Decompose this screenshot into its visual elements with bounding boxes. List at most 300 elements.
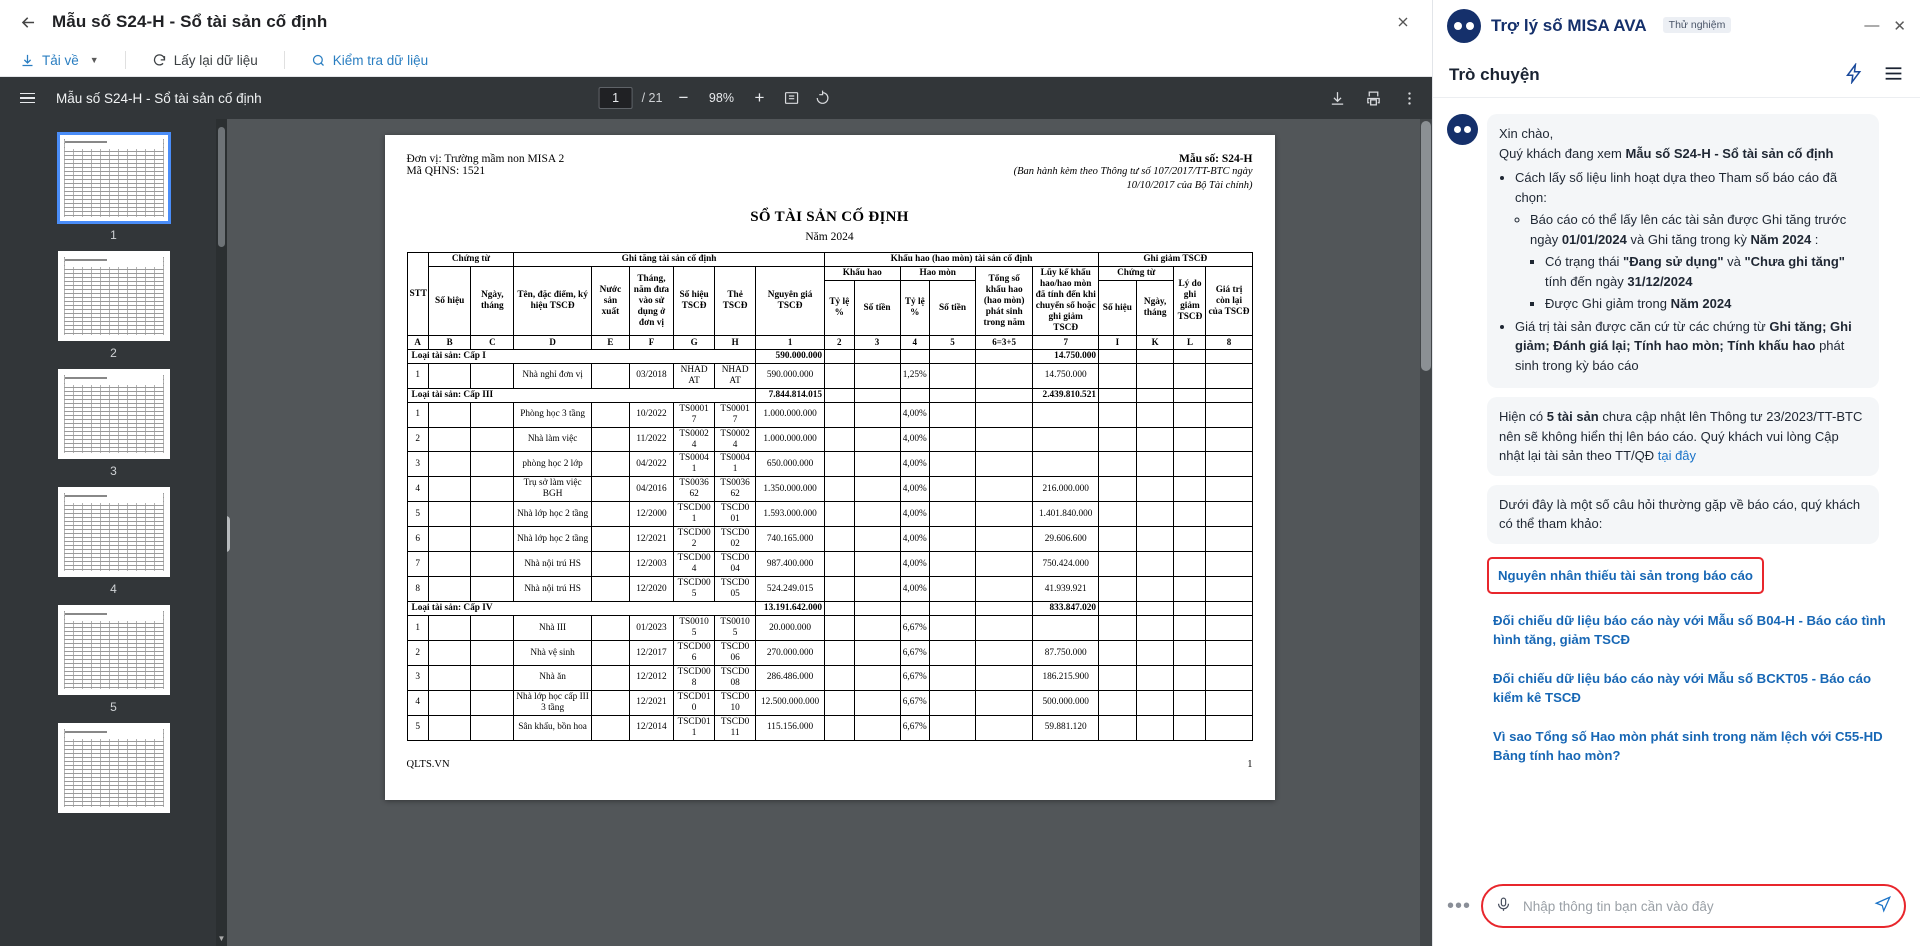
cell-the-tscd: TSCD0 01 [715,502,756,527]
cell-ngay-thang-giam [1136,665,1174,690]
cell-nguyen-gia: 20.000.000 [756,616,825,641]
thumbnail-item[interactable] [0,251,227,360]
cell-ty-le-kh [825,616,855,641]
document-header [407,153,1253,193]
cell-so-tien-kh [854,402,900,427]
cell-stt: 1 [407,616,428,641]
cell-luy-ke: 29.606.600 [1033,527,1099,552]
viewer-body [0,119,1432,946]
new-chat-icon[interactable] [1844,63,1865,87]
cell-so-hieu-tscd: TS0001 7 [674,402,715,427]
assistant-panel [1432,0,1920,946]
cell-so-hieu-giam [1099,577,1137,602]
cell-so-hieu [428,402,471,427]
table-row [407,552,1252,577]
cell-nuoc [592,452,630,477]
cell-ngay-thang-giam [1136,715,1174,740]
b111e: tính đến ngày [1545,273,1628,289]
cell-ngay-thang-giam [1136,616,1174,641]
suggestion-item-2[interactable]: Đối chiếu dữ liệu báo cáo này với Mẫu số B04-H - Báo cáo tình hình tăng, giảm TSCĐ [1493,612,1886,647]
chevron-down-icon[interactable]: ▼ [89,55,99,65]
table-row [407,690,1252,715]
cell-nguyen-gia: 1.350.000.000 [756,477,825,502]
greeting-text: Xin chào, [1499,126,1554,141]
cell-con-lai [1206,402,1252,427]
cell-the-tscd: TSCD0 06 [715,641,756,666]
table-row [407,665,1252,690]
cell-tong-so [975,452,1032,477]
group-cell [825,349,855,363]
document-toolbar [0,44,1432,77]
cell-ty-le-kh [825,552,855,577]
cell-nuoc [592,502,630,527]
thumbnail-page-5[interactable] [58,605,170,695]
cell-ten: Nhà nghỉ đơn vị [514,363,592,388]
group-cell [854,388,900,402]
cell-tong-so [975,363,1032,388]
cell-ly-do [1174,715,1206,740]
fit-page-icon[interactable] [780,87,802,109]
cell-ty-le-kh [825,577,855,602]
cell-the-tscd: TSCD0 11 [715,715,756,740]
thumbnail-item[interactable] [0,369,227,478]
th-tong-so-khau-hao: Tổng số khấu hao (hao mòn) phát sinh trong năm [975,267,1032,336]
check-data-button[interactable] [311,53,428,68]
minimize-icon[interactable]: — [1864,17,1880,34]
b112b: Năm 2024 [1670,296,1732,311]
column-letter-row [407,336,1252,350]
cell-ten: Nhà nội trú HS [514,577,592,602]
cell-so-hieu-giam [1099,427,1137,452]
col-letter: D [514,336,592,350]
group-cell [1174,349,1206,363]
thumbnail-number: 1 [110,228,117,242]
cell-ty-le-hm: 6,67% [900,690,930,715]
cell-luy-ke: 41.939.921 [1033,577,1099,602]
table-row [407,715,1252,740]
cell-thang-nam: 12/2014 [629,715,673,740]
cell-con-lai [1206,527,1252,552]
thumbnail-page-2[interactable] [58,251,170,341]
cell-the-tscd: NHAD AT [715,363,756,388]
assistant-message [1447,114,1906,388]
cell-so-hieu [428,363,471,388]
thumbnail-page-4[interactable] [58,487,170,577]
table-group-row [407,602,1252,616]
col-letter: 1 [756,336,825,350]
cell-con-lai [1206,552,1252,577]
scroll-down-icon[interactable]: ▼ [217,934,226,943]
cell-stt: 5 [407,502,428,527]
toolbar-divider [125,51,126,69]
pdf-toolbar [0,77,1432,119]
page-scrollbar-handle[interactable] [1421,121,1431,371]
cell-ty-le-hm: 4,00% [900,427,930,452]
thumbnail-page-6[interactable] [58,723,170,813]
cell-ty-le-kh [825,502,855,527]
cell-ngay-thang-giam [1136,363,1174,388]
cell-so-hieu [428,527,471,552]
cell-so-tien-hm [930,552,976,577]
sidebar-toggle-icon[interactable] [12,83,42,113]
group-cell [900,602,930,616]
chat-composer [1433,874,1920,946]
b2b: Ghi tăng; Ghi giảm; Đánh giá lại; Tính hao mòn; Tính khấu hao [1515,318,1852,353]
cell-ty-le-kh [825,641,855,666]
thumbnail-page-1[interactable] [58,133,170,223]
th-ten-dac-diem: Tên, đặc điểm, ký hiệu TSCĐ [514,267,592,336]
col-letter: K [1136,336,1174,350]
cell-so-hieu-tscd: TS0010 5 [674,616,715,641]
col-letter: B [428,336,471,350]
cell-con-lai [1206,452,1252,477]
th-ghi-tang: Ghi tăng tài sản cố định [514,253,825,267]
table-row [407,577,1252,602]
group-cell [825,602,855,616]
group-cell [1206,602,1252,616]
back-arrow-icon[interactable] [14,8,42,36]
group-cell [900,349,930,363]
cell-nguyen-gia: 1.000.000.000 [756,427,825,452]
table-row [407,641,1252,666]
cell-ty-le-hm: 6,67% [900,641,930,666]
b11a: Báo cáo có thể lấy lên các tài sản được Ghi tăng trước ngày [1530,212,1847,247]
cell-nuoc [592,477,630,502]
thumbnail-scrollbar-handle[interactable] [218,127,225,247]
cell-con-lai [1206,363,1252,388]
more-vertical-icon[interactable] [1398,87,1420,109]
assistant-subheader [1433,52,1920,98]
group-cell [900,388,930,402]
cell-ty-le-kh [825,363,855,388]
th-nguyen-gia: Nguyên giá TSCĐ [756,267,825,336]
cell-nuoc [592,552,630,577]
cell-ty-le-kh [825,477,855,502]
assistant-window-buttons [1864,17,1906,35]
intro-doc-name: Mẫu số S24-H - Sổ tài sản cố định [1625,145,1834,161]
thumbnail-number: 3 [110,464,117,478]
th-luy-ke: Lũy kế khấu hao/hao mòn đã tính đến khi chuyển sổ hoặc ghi giảm TSCĐ [1033,267,1099,336]
th-ty-le-hm: Tỷ lệ % [900,281,930,336]
assistant-titlebar [1433,0,1920,52]
th-nuoc-san-xuat: Nước sản xuất [592,267,630,336]
thumbnail-item[interactable] [0,133,227,242]
cell-nguyen-gia: 740.165.000 [756,527,825,552]
window-titlebar [0,0,1432,44]
zoom-out-button[interactable]: − [678,88,689,107]
cell-ty-le-hm: 4,00% [900,402,930,427]
group-cell [825,388,855,402]
cell-ngay-thang [471,502,514,527]
assistant-logo-icon [1447,9,1481,43]
table-row [407,527,1252,552]
assistant-faq-intro-bubble: Dưới đây là một số câu hỏi thường gặp về báo cáo, quý khách có thể tham khảo: [1487,485,1879,544]
cell-so-hieu-tscd: TSCD01 1 [674,715,715,740]
code-line: Mã QHNS: 1521 [406,165,486,177]
cell-the-tscd: TS0004 1 [715,452,756,477]
col-letter: 5 [930,336,976,350]
chat-thread [1433,98,1920,874]
cell-so-tien-kh [854,552,900,577]
page-scrollbar[interactable] [1420,119,1432,946]
cell-nguyen-gia: 1.593.000.000 [756,502,825,527]
cell-so-hieu [428,616,471,641]
col-letter: I [1099,336,1137,350]
thumbnail-item[interactable] [0,487,227,596]
assistant-beta-badge: Thử nghiệm [1663,17,1732,33]
cell-so-tien-kh [854,665,900,690]
group-label: Loại tài sản: Cấp III [407,388,756,402]
b112a: Được Ghi giảm trong [1545,296,1671,311]
cell-ly-do [1174,452,1206,477]
cell-so-tien-hm [930,715,976,740]
cell-so-hieu-tscd: TSCD00 1 [674,502,715,527]
cell-so-tien-hm [930,452,976,477]
table-row [407,502,1252,527]
cell-so-hieu [428,452,471,477]
cell-so-hieu-giam [1099,552,1137,577]
cell-so-hieu-giam [1099,363,1137,388]
thumbnail-item[interactable] [0,723,227,813]
more-horizontal-icon[interactable]: ••• [1447,894,1472,917]
cell-ngay-thang-giam [1136,427,1174,452]
cell-so-tien-hm [930,502,976,527]
group-cell [1136,349,1174,363]
menu-icon[interactable] [1883,63,1904,87]
cell-nuoc [592,427,630,452]
zoom-in-button[interactable]: + [754,88,765,107]
cell-tong-so [975,577,1032,602]
cell-so-tien-kh [854,577,900,602]
cell-ty-le-kh [825,665,855,690]
cell-so-tien-hm [930,665,976,690]
cell-tong-so [975,552,1032,577]
page-area [227,119,1432,946]
cell-thang-nam: 04/2016 [629,477,673,502]
th-thang-nam: Tháng, năm đưa vào sử dụng ở đơn vị [629,267,673,336]
chat-input-wrapper[interactable] [1481,884,1906,928]
cell-nuoc [592,616,630,641]
table-row [407,363,1252,388]
cell-ty-le-hm: 4,00% [900,477,930,502]
th-khau-hao-hao-mon: Khấu hao (hao mòn) tài sản cố định [825,253,1099,267]
cell-ten: Trụ sở làm việc BGH [514,477,592,502]
cell-so-hieu [428,427,471,452]
cell-ten: Nhà lớp học 2 tầng [514,502,592,527]
cell-ngay-thang-giam [1136,452,1174,477]
col-letter: 4 [900,336,930,350]
download-button-label: Tải về [42,52,79,68]
cell-so-hieu-tscd: NHAD AT [674,363,715,388]
group-cell [975,388,1032,402]
table-row [407,427,1252,452]
cell-luy-ke: 750.424.000 [1033,552,1099,577]
cell-ten: Nhà lớp học 2 tầng [514,527,592,552]
download-button[interactable] [20,53,99,68]
th-so-tien-hm: Số tiền [930,281,976,336]
cell-so-hieu-giam [1099,641,1137,666]
cell-the-tscd: TSCD0 08 [715,665,756,690]
cell-so-hieu [428,502,471,527]
cell-stt: 6 [407,527,428,552]
cell-the-tscd: TS0036 62 [715,477,756,502]
cell-stt: 2 [407,641,428,666]
cell-nuoc [592,363,630,388]
reload-data-label: Lấy lại dữ liệu [173,52,258,68]
group-luy-ke: 14.750.000 [1033,349,1099,363]
rotate-icon[interactable] [811,87,833,109]
group-cell [1136,602,1174,616]
cell-ty-le-hm: 6,67% [900,715,930,740]
cell-ty-le-kh [825,402,855,427]
footer-left: QLTS.VN [406,758,450,770]
thumbnail-page-3[interactable] [58,369,170,459]
cell-luy-ke: 186.215.900 [1033,665,1099,690]
page-title: Mẫu số S24-H - Sổ tài sản cố định [52,12,328,31]
close-icon[interactable] [1388,7,1418,37]
cell-so-hieu-tscd: TS0004 1 [674,452,715,477]
cell-thang-nam: 11/2022 [629,427,673,452]
microphone-icon[interactable] [1495,896,1512,916]
close-icon[interactable]: ✕ [1893,18,1906,35]
cell-so-tien-kh [854,427,900,452]
document-footer [407,759,1253,770]
b111f: 31/12/2024 [1627,273,1693,289]
cell-ngay-thang [471,427,514,452]
group-cell [930,349,976,363]
cell-thang-nam: 12/2021 [629,690,673,715]
th-ngay-thang: Ngày, tháng [471,267,514,336]
cell-ngay-thang [471,552,514,577]
pdf-toolbar-right [1326,87,1420,109]
issue-note: (Ban hành kèm theo Thông tư số 107/2017/TT-BTC ngày 10/10/2017 của Bộ Tài chính) [1013,166,1253,192]
cell-so-tien-hm [930,616,976,641]
cell-the-tscd: TSCD0 10 [715,690,756,715]
cell-so-hieu-giam [1099,502,1137,527]
send-icon[interactable] [1874,895,1892,918]
group-nguyen-gia: 13.191.642.000 [756,602,825,616]
cell-ten: Nhà lớp học cấp III 3 tầng [514,690,592,715]
group-cell [975,349,1032,363]
cell-nguyen-gia: 12.500.000.000 [756,690,825,715]
cell-thang-nam: 12/2017 [629,641,673,666]
th-so-hieu: Số hiệu [428,267,471,336]
cell-nguyen-gia: 115.156.000 [756,715,825,740]
cell-ngay-thang [471,452,514,477]
cell-so-tien-hm [930,577,976,602]
group-cell [854,349,900,363]
cell-the-tscd: TS0010 5 [715,616,756,641]
panel-resize-handle[interactable] [227,516,230,552]
group-luy-ke: 833.847.020 [1033,602,1099,616]
download-icon[interactable] [1326,87,1348,109]
cell-thang-nam: 12/2000 [629,502,673,527]
bullet-2 [1515,317,1867,376]
unit-line: Đơn vị: Trường mầm non MISA 2 [406,153,565,165]
group-cell [975,602,1032,616]
cell-stt: 4 [407,690,428,715]
table-row [407,452,1252,477]
cell-the-tscd: TSCD0 02 [715,527,756,552]
notice-link[interactable]: tại đây [1657,448,1697,463]
suggestion-item-1[interactable]: Nguyên nhân thiếu tài sản trong báo cáo [1487,557,1764,594]
suggestion-item-3[interactable]: Đối chiếu dữ liệu báo cáo này với Mẫu số BCKT05 - Báo cáo kiểm kê TSCĐ [1493,670,1871,706]
group-cell [1099,349,1137,363]
table-row [407,616,1252,641]
cell-ngay-thang [471,690,514,715]
cell-so-hieu-tscd: TSCD00 4 [674,552,715,577]
cell-nguyen-gia: 524.249.015 [756,577,825,602]
th-so-hieu-giam: Số hiệu [1099,281,1137,336]
cell-so-tien-kh [854,641,900,666]
group-cell [1136,388,1174,402]
col-letter: 7 [1033,336,1099,350]
cell-thang-nam: 01/2023 [629,616,673,641]
suggestion-item-4[interactable]: Vì sao Tổng số Hao mòn phát sinh trong năm lệch với C55-HD Bảng tính hao mòn? [1493,729,1883,764]
table-group-row [407,349,1252,363]
thumbnail-item[interactable] [0,605,227,714]
cell-so-hieu [428,552,471,577]
cell-so-hieu-giam [1099,527,1137,552]
cell-ten: Nhà nội trú HS [514,552,592,577]
cell-ly-do [1174,577,1206,602]
table-row [407,402,1252,427]
cell-con-lai [1206,477,1252,502]
print-icon[interactable] [1362,87,1384,109]
cell-tong-so [975,527,1032,552]
cell-con-lai [1206,665,1252,690]
table-row [407,477,1252,502]
cell-tong-so [975,502,1032,527]
cell-so-hieu-tscd: TS0036 62 [674,477,715,502]
cell-ngay-thang [471,665,514,690]
cell-so-tien-hm [930,690,976,715]
fixed-assets-table-body [407,349,1252,740]
cell-luy-ke: 14.750.000 [1033,363,1099,388]
cell-ly-do [1174,427,1206,452]
cell-ngay-thang-giam [1136,527,1174,552]
cell-the-tscd: TS0002 4 [715,427,756,452]
cell-ten: Nhà làm việc [514,427,592,452]
cell-stt: 1 [407,402,428,427]
cell-ten: Nhà III [514,616,592,641]
col-letter: 6=3+5 [975,336,1032,350]
cell-ngay-thang-giam [1136,477,1174,502]
b11e: : [1811,231,1819,247]
cell-thang-nam: 10/2022 [629,402,673,427]
cell-nguyen-gia: 987.400.000 [756,552,825,577]
bullet-1-1-1 [1545,252,1867,291]
cell-nuoc [592,641,630,666]
reload-data-button[interactable] [152,53,258,68]
fixed-assets-table [407,252,1253,740]
thumbnail-scrollbar[interactable] [216,119,227,946]
zoom-level-label: 98% [708,91,734,105]
cell-nuoc [592,715,630,740]
col-letter: G [674,336,715,350]
cell-stt: 1 [407,363,428,388]
cell-ngay-thang [471,577,514,602]
col-letter: 3 [854,336,900,350]
cell-so-hieu [428,690,471,715]
page-number-input[interactable]: 1 [599,87,633,109]
cell-tong-so [975,427,1032,452]
chat-section-title: Trò chuyện [1449,64,1540,84]
cell-nguyen-gia: 650.000.000 [756,452,825,477]
cell-ly-do [1174,641,1206,666]
intro-prefix: Quý khách đang xem [1499,145,1626,161]
chat-input[interactable] [1521,898,1865,915]
